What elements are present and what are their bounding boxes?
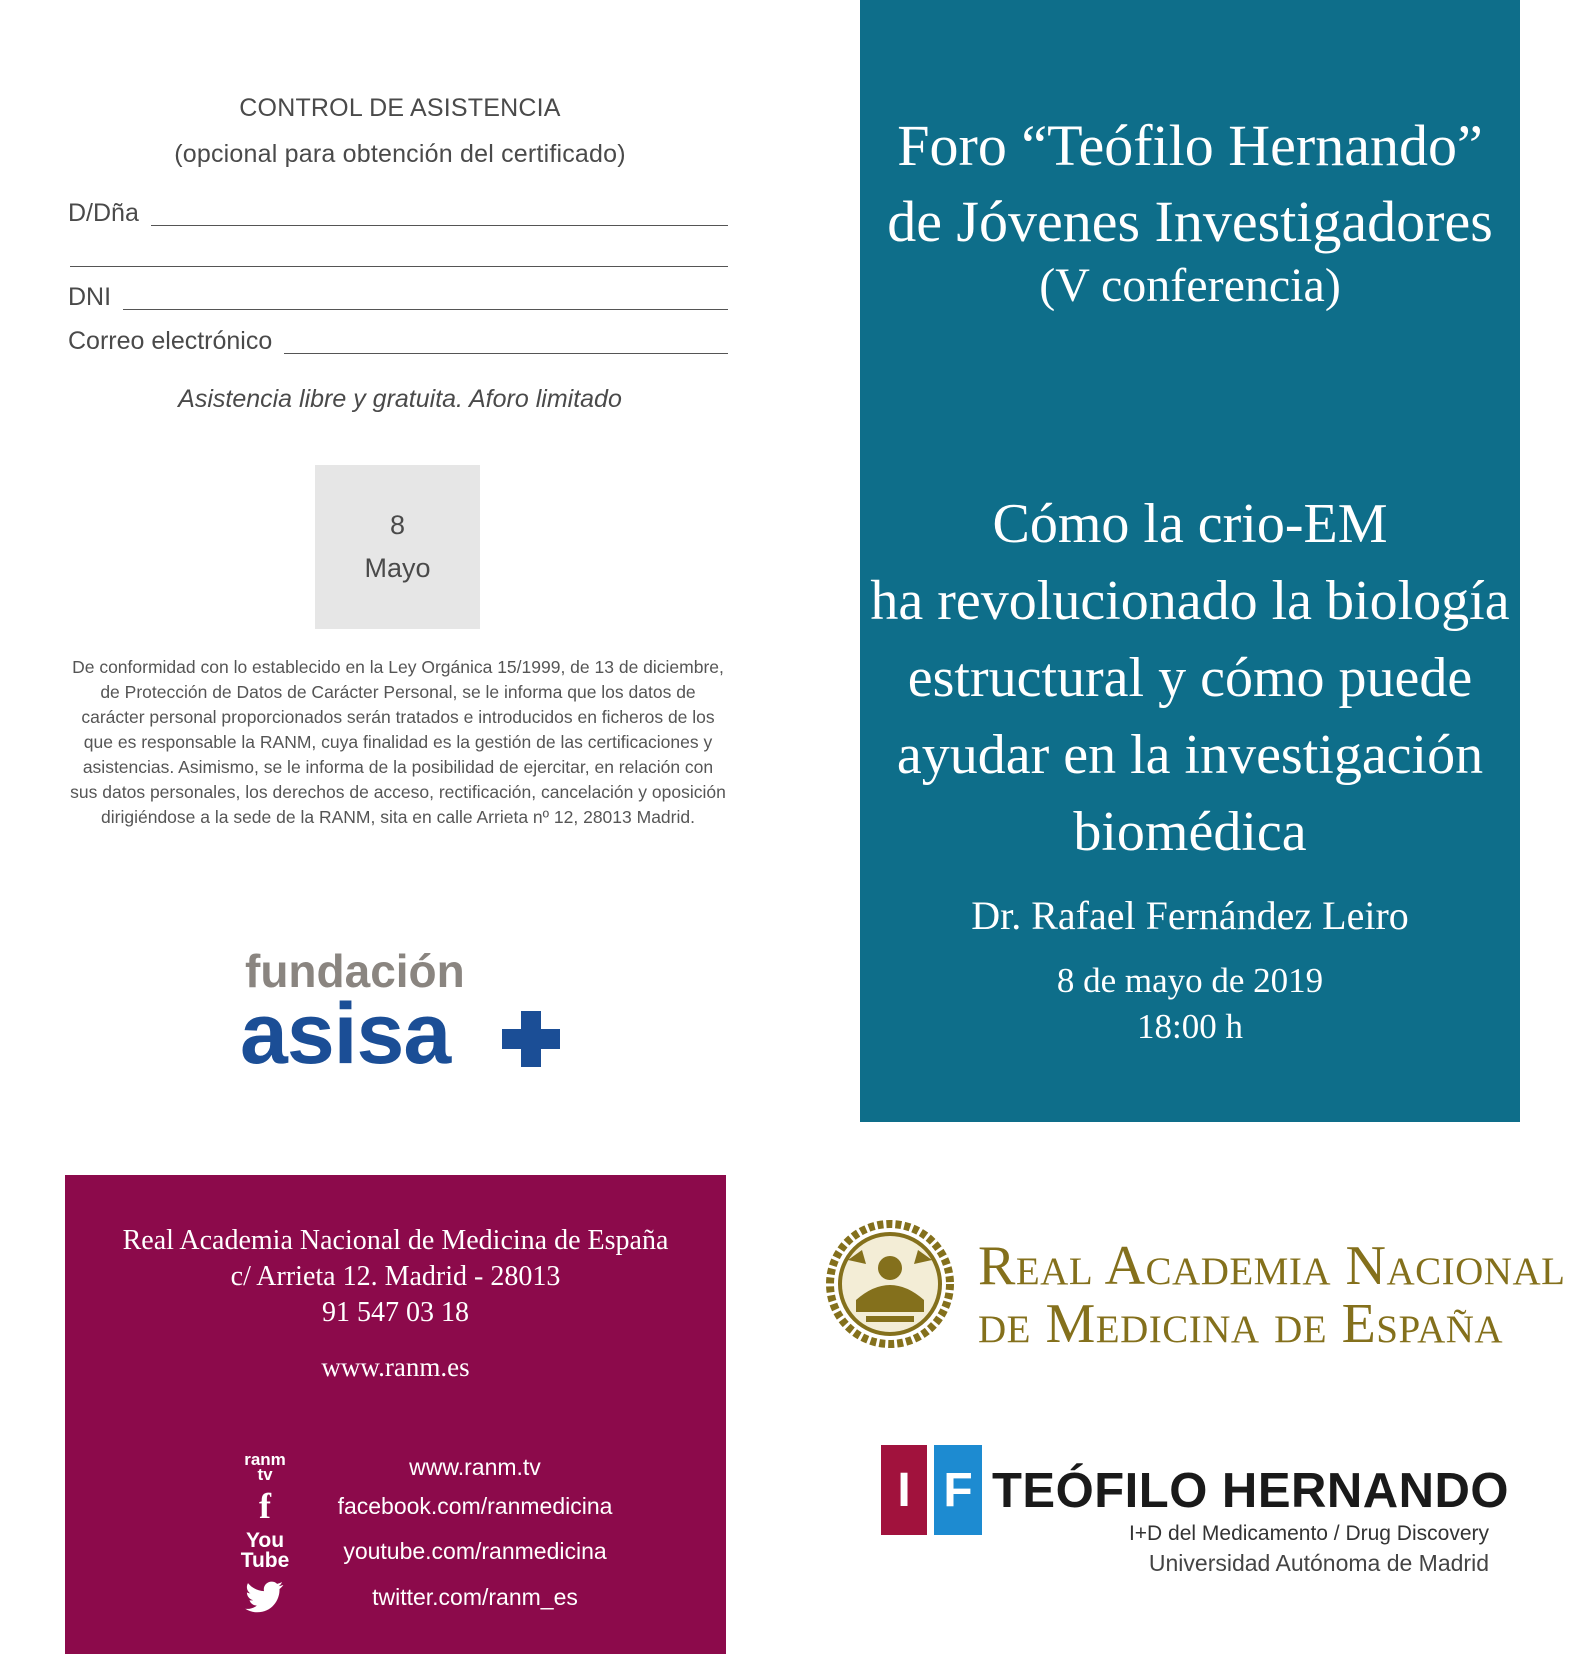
ranm-logo-line2: de Medicina de España <box>978 1293 1504 1355</box>
talk-title-line3: estructural y cómo puede <box>907 647 1473 709</box>
ranm-seal-icon <box>826 1220 954 1348</box>
ranm-logo-text <box>978 1237 1565 1353</box>
youtube-icon-top: You <box>245 1529 285 1552</box>
speaker-name: Dr. Rafael Fernández Leiro <box>971 893 1409 938</box>
ranm-logo-line1: Real Academia Nacional <box>978 1235 1566 1297</box>
email-field[interactable] <box>68 316 728 356</box>
date-box <box>315 465 480 629</box>
dni-field[interactable] <box>68 272 728 312</box>
contact-address: c/ Arrieta 12. Madrid - 28013 <box>230 1261 561 1292</box>
fundacion-asisa-logo <box>240 945 580 1075</box>
contact-org: Real Academia Nacional de Medicina de España <box>122 1225 669 1256</box>
contact-panel <box>65 1175 726 1654</box>
forum-edition: (V conferencia) <box>1039 259 1341 312</box>
name-field-label: D/Dña <box>68 199 139 227</box>
forum-title-line2: de Jóvenes Investigadores <box>887 189 1493 254</box>
ranm-tv-icon-top: ranm <box>244 1450 286 1469</box>
asisa-logo-line1: fundación <box>245 945 465 997</box>
event-panel <box>860 0 1520 1122</box>
contact-website[interactable]: www.ranm.es <box>321 1352 470 1382</box>
date-box-month: Mayo <box>364 553 431 583</box>
name-field[interactable] <box>68 188 728 228</box>
talk-title <box>860 486 1520 871</box>
th-logo-name: TEÓFILO HERNANDO <box>992 1464 1510 1518</box>
social-ranm-tv-link[interactable]: www.ranm.tv <box>409 1453 541 1480</box>
dni-field-label: DNI <box>68 283 112 311</box>
th-logo-tagline: I+D del Medicamento / Drug Discovery <box>1128 1522 1489 1545</box>
attendance-title: CONTROL DE ASISTENCIA <box>239 94 561 122</box>
talk-title-line4: ayudar en la investigación <box>896 724 1484 786</box>
th-logo-f-block: F <box>934 1445 982 1535</box>
social-ranm-tv[interactable] <box>235 1447 655 1487</box>
social-twitter[interactable] <box>235 1577 655 1617</box>
social-youtube-link[interactable]: youtube.com/ranmedicina <box>343 1537 607 1564</box>
youtube-icon-bottom: Tube <box>240 1549 290 1572</box>
attendance-subtitle: (opcional para obtención del certificado) <box>174 140 626 168</box>
facebook-icon: f <box>259 1486 271 1526</box>
th-logo-i-block: I <box>881 1445 927 1535</box>
forum-title-line1: Foro “Teófilo Hernando” <box>897 113 1483 178</box>
name-field-line[interactable] <box>151 224 728 226</box>
contact-phone: 91 547 03 18 <box>322 1297 469 1328</box>
dni-field-line[interactable] <box>123 308 728 310</box>
twitter-icon <box>235 1580 295 1614</box>
forum-title <box>860 108 1520 260</box>
social-facebook[interactable] <box>235 1486 655 1526</box>
asisa-logo-line2: asisa <box>240 986 451 1075</box>
asisa-cross-icon <box>502 1011 560 1067</box>
talk-title-line5: biomédica <box>1073 801 1307 863</box>
email-field-label: Correo electrónico <box>68 327 273 355</box>
social-twitter-link[interactable]: twitter.com/ranm_es <box>372 1583 578 1610</box>
name-field-extra-line[interactable] <box>70 266 728 267</box>
contact-info <box>65 1223 726 1331</box>
talk-title-line2: ha revolucionado la biología <box>870 570 1510 632</box>
social-youtube[interactable] <box>235 1531 655 1571</box>
event-when <box>860 958 1520 1050</box>
social-facebook-link[interactable]: facebook.com/ranmedicina <box>337 1492 613 1519</box>
email-field-line[interactable] <box>284 352 728 354</box>
ranm-tv-icon <box>235 1452 295 1482</box>
free-attendance-note: Asistencia libre y gratuita. Aforo limitado <box>178 385 622 413</box>
privacy-notice: De conformidad con lo establecido en la Ley Orgánica 15/1999, de 13 de diciembre, de Protección de Datos de Carácter Personal, se le informa que los datos de carácter personal proporcionados serán tratados e introducidos en ficheros de los que es responsable la RANM, cuya finalidad es la gestión de las certificaciones y asistencias. Asimismo, se le informa de la posibilidad de ejercitar, en relación con sus datos personales, los derechos de acceso, rectificación, cancelación y oposición dirigiéndose a la sede de la RANM, sita en calle Arrieta nº 12, 28013 Madrid. <box>70 657 726 827</box>
th-logo-university: Universidad Autónoma de Madrid <box>1148 1550 1489 1576</box>
ranm-tv-icon-bottom: tv <box>257 1465 273 1484</box>
date-box-day: 8 <box>389 509 406 540</box>
talk-title-line1: Cómo la crio-EM <box>992 493 1388 555</box>
event-date: 8 de mayo de 2019 <box>1056 961 1324 1000</box>
youtube-icon <box>235 1531 295 1571</box>
event-time: 18:00 h <box>1137 1007 1243 1046</box>
